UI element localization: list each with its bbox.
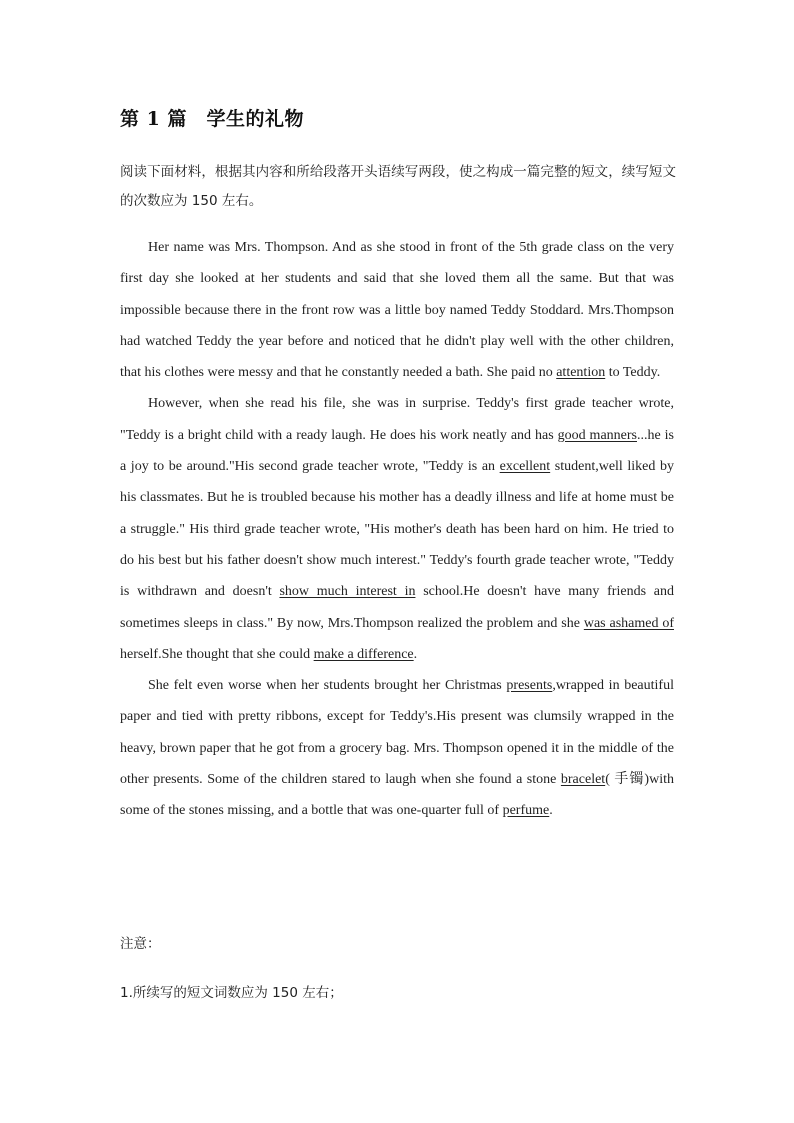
notes-item-1: 1.所续写的短文词数应为 150 左右； [120, 985, 343, 1001]
paragraph-2 [120, 388, 674, 670]
paragraph-2-text-5: herself.She thought that she could [120, 646, 314, 662]
story-body [120, 232, 674, 827]
paragraph-3-text-2: ,wrapped in beautiful paper and tied with pretty ribbons, except for Teddy's.His present was clumsily wrapped in the heavy, brown paper that he got from a grocery bag. Mrs. Thompson opened it in the middle of the other presents. Some of the children stared to laugh when she found a stone [120, 678, 674, 788]
vocab-attention: attention [556, 365, 606, 381]
vocab-show-much-interest-in: show much interest in [279, 584, 416, 600]
vocab-perfume: perfume [502, 803, 550, 819]
paragraph-3-text-4: . [549, 803, 553, 819]
vocab-excellent: excellent [499, 459, 551, 475]
paragraph-2-text-2: ...he is a joy to be around."His second grade teacher wrote, "Teddy is an [120, 427, 674, 475]
paragraph-3-text-1: She felt even worse when her students brought her Christmas [148, 678, 507, 694]
paragraph-2-text-1: However, when she read his file, she was in surprise. Teddy's first grade teacher wrote, "Teddy is a bright child with a ready laugh. He does his work neatly and has [120, 396, 674, 443]
instruction-text: 阅读下面材料，根据其内容和所给段落开头语续写两段，使之构成一篇完整的短文，续写短文的次数应为 150 左右。 [120, 164, 676, 209]
vocab-make-a-difference: make a difference [313, 646, 414, 662]
paragraph-2-text-3: student,well liked by his classmates. But he is troubled because his mother has a deadly illness and life at home must be a struggle." His third grade teacher wrote, "His mother's death has been hard on him. He tried to do his best but his father doesn't show much interest." Teddy's fourth grade teacher wrote, "Teddy is withdrawn and doesn't [120, 459, 674, 600]
notes-heading: 注意： [120, 936, 161, 952]
vocab-bracelet: bracelet [560, 772, 606, 788]
paragraph-1 [120, 232, 674, 388]
paragraph-1-text-2: to Teddy. [605, 365, 661, 381]
vocab-good-manners: good manners [557, 427, 637, 443]
vocab-was-ashamed-of: was ashamed of [583, 615, 674, 631]
vocab-presents: presents [506, 678, 553, 694]
paragraph-3 [120, 670, 674, 826]
paragraph-1-text-1: Her name was Mrs. Thompson. And as she stood in front of the 5th grade class on the very first day she looked at her students and said that she loved them all the same. But that was impossible because there in the front row was a little boy named Teddy Stoddard. Mrs.Thompson had watched Teddy the year before and noticed that he didn't play well with the other children, that his clothes were messy and that he constantly needed a bath. She paid no [120, 240, 674, 381]
paragraph-2-text-6: . [413, 646, 418, 662]
page-title: 第 1 篇 学生的礼物 [120, 108, 304, 130]
paragraph-2-text-4: school.He doesn't have many friends and sometimes sleeps in class." By now, Mrs.Thompson realized the problem and she [120, 584, 674, 631]
paragraph-3-text-3: ( 手镯)with some of the stones missing, and a bottle that was one-quarter full of [120, 772, 674, 819]
